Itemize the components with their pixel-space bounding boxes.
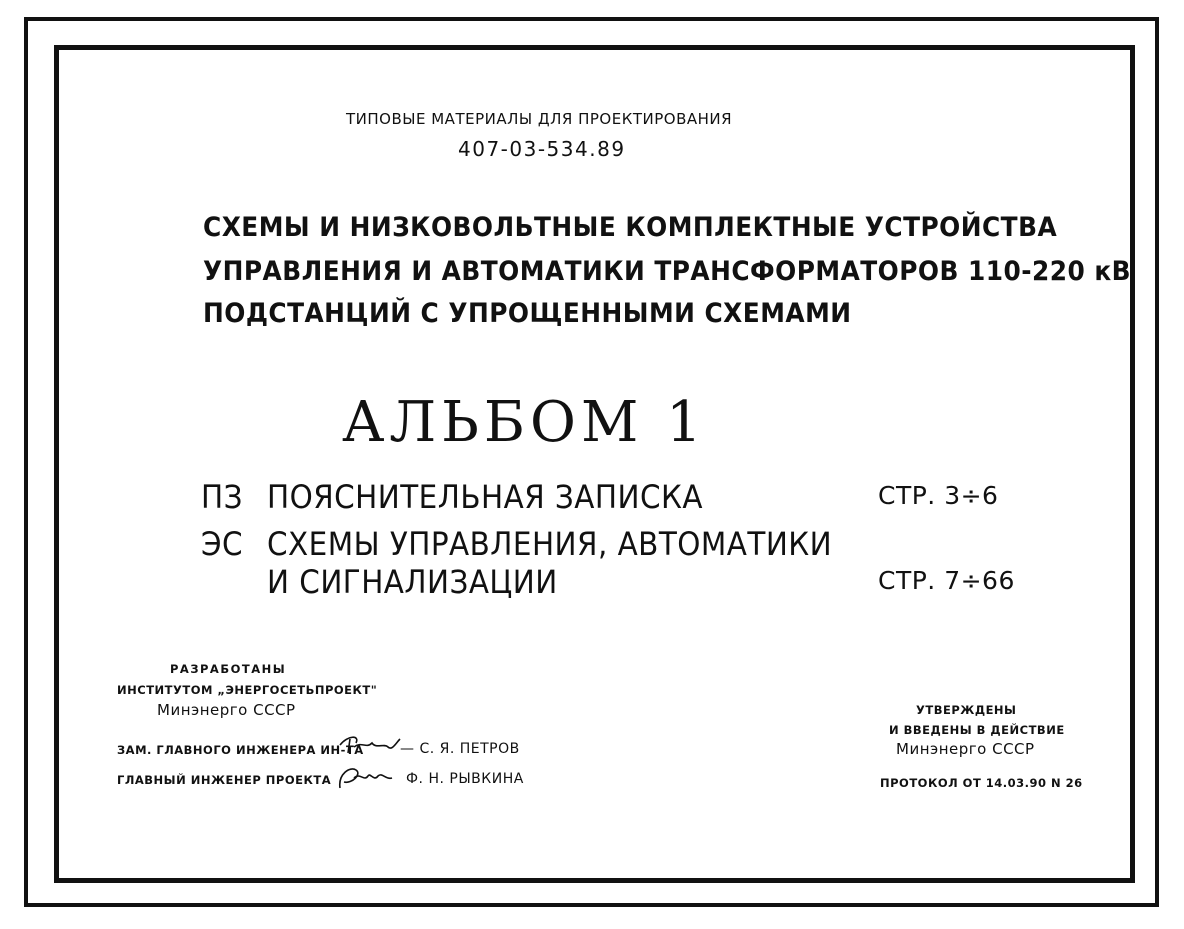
contents-code-pz: ПЗ	[201, 478, 243, 516]
contents-code-es: ЭС	[201, 525, 244, 563]
signature-petrov	[336, 731, 402, 759]
approval-enacted: И ВВЕДЕНЫ В ДЕЙСТВИЕ	[889, 723, 1065, 737]
signature-name-petrov: — С. Я. ПЕТРОВ	[400, 741, 520, 757]
contents-item-pz: ПОЯСНИТЕЛЬНАЯ ЗАПИСКА	[267, 478, 703, 516]
title-line-3: ПОДСТАНЦИЙ С УПРОЩЕННЫМИ СХЕМАМИ	[203, 298, 852, 329]
signature-name-ryvkina: Ф. Н. РЫВКИНА	[406, 771, 524, 787]
title-line-1: СХЕМЫ И НИЗКОВОЛЬТНЫЕ КОМПЛЕКТНЫЕ УСТРОЙСТВА	[203, 212, 1058, 243]
album-title: АЛЬБОМ 1	[342, 390, 707, 455]
contents-item-es-line2: И СИГНАЛИЗАЦИИ	[267, 563, 558, 601]
developed-institute: ИНСТИТУТОМ „ЭНЕРГОСЕТЬПРОЕКТ"	[117, 683, 378, 697]
contents-pages-pz: СТР. 3÷6	[878, 481, 999, 510]
title-line-2: УПРАВЛЕНИЯ И АВТОМАТИКИ ТРАНСФОРМАТОРОВ 110-220 кВ	[203, 256, 1132, 287]
document-code: 407-03-534.89	[458, 137, 626, 161]
series-label: ТИПОВЫЕ МАТЕРИАЛЫ ДЛЯ ПРОЕКТИРОВАНИЯ	[346, 110, 733, 128]
contents-item-es-line1: СХЕМЫ УПРАВЛЕНИЯ, АВТОМАТИКИ	[267, 525, 833, 563]
contents-pages-es: СТР. 7÷66	[878, 566, 1015, 595]
approval-ministry: Минэнерго СССР	[896, 740, 1035, 758]
signature-role-deputy: ЗАМ. ГЛАВНОГО ИНЖЕНЕРА ИН-ТА	[117, 743, 364, 757]
signature-role-chief: ГЛАВНЫЙ ИНЖЕНЕР ПРОЕКТА	[117, 773, 332, 787]
approval-protocol: ПРОТОКОЛ ОТ 14.03.90 N 26	[880, 776, 1083, 790]
approval-label: УТВЕРЖДЕНЫ	[916, 703, 1017, 717]
developed-label: РАЗРАБОТАНЫ	[170, 662, 287, 676]
developed-ministry: Минэнерго СССР	[157, 701, 296, 719]
signature-ryvkina	[334, 762, 400, 792]
